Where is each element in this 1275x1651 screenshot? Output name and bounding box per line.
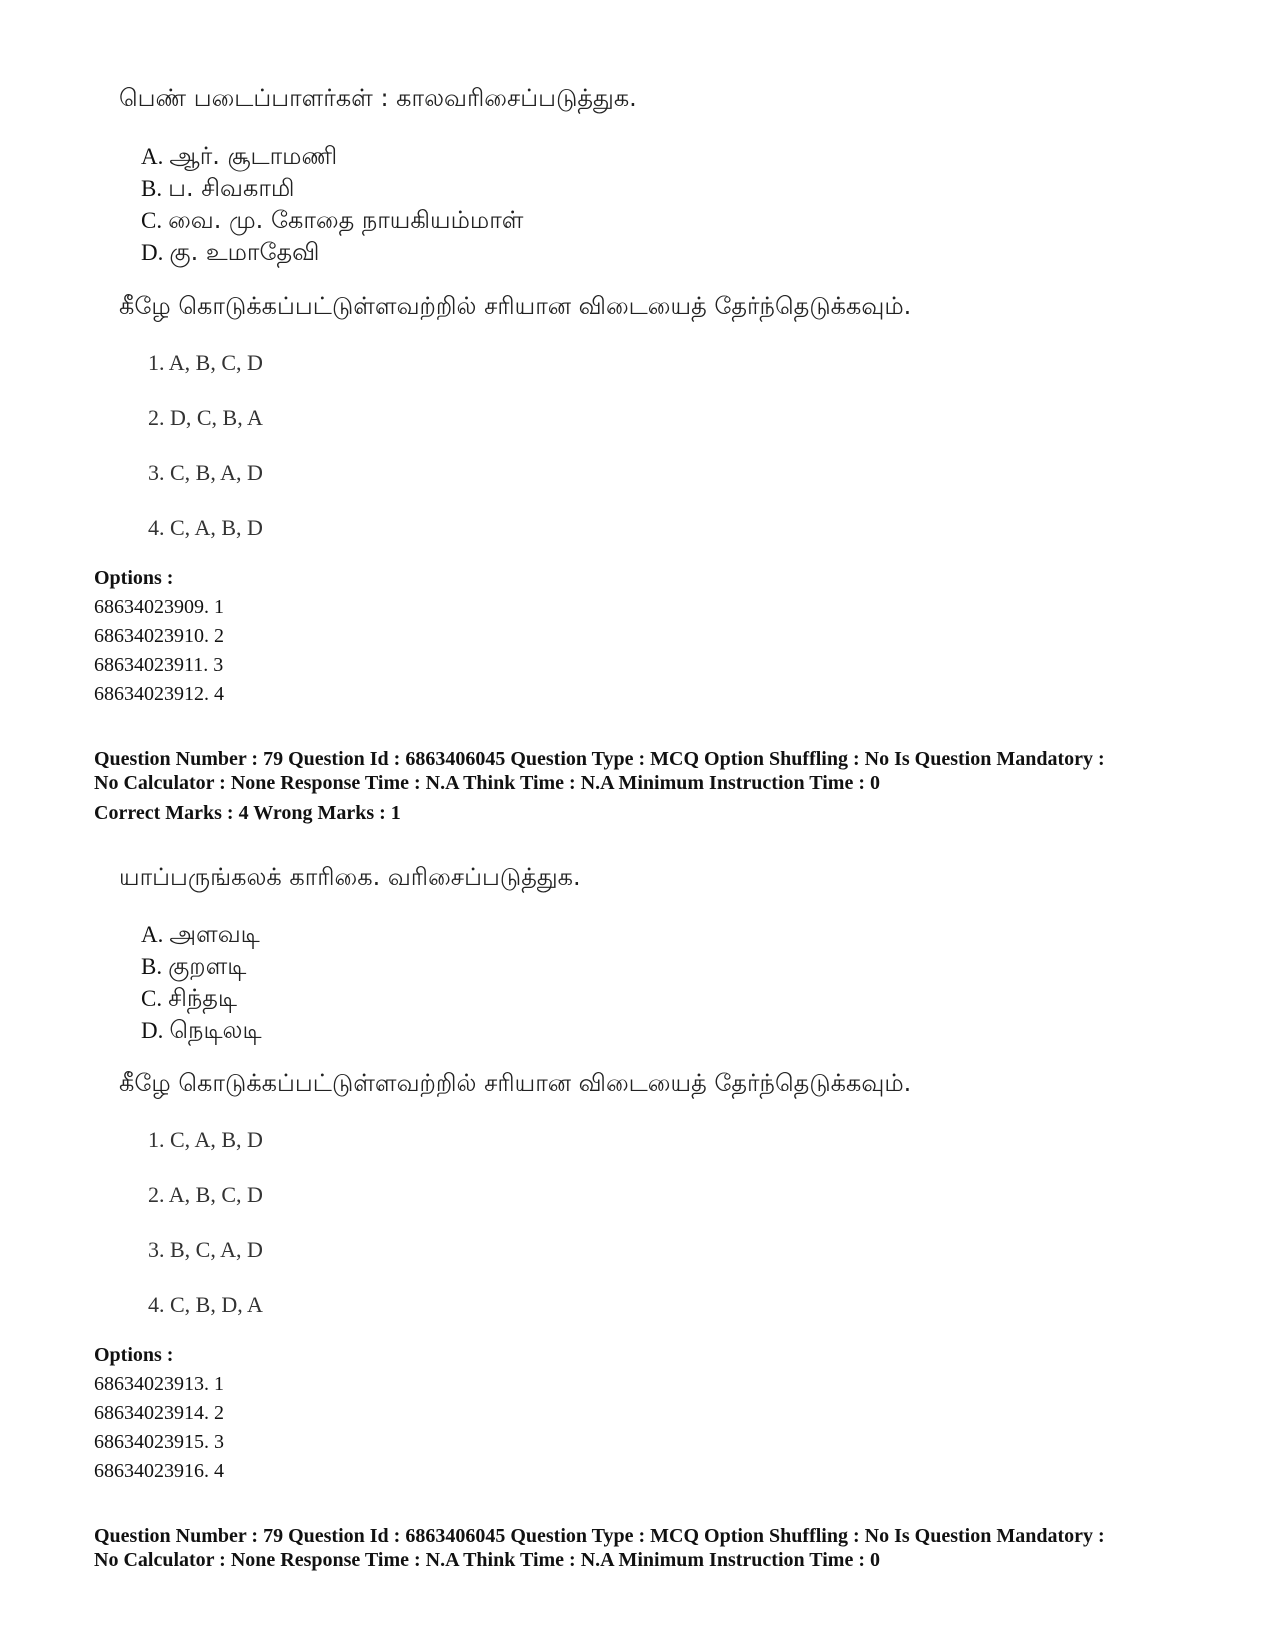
- answer-choice: 3. C, B, A, D: [148, 460, 263, 485]
- question-meta: [94, 747, 1234, 795]
- options-list: [94, 1373, 224, 1489]
- question-meta: [94, 1524, 1234, 1572]
- marks-info: Correct Marks : 4 Wrong Marks : 1: [94, 802, 401, 824]
- answer-choice: 2. D, C, B, A: [148, 405, 263, 430]
- item-letter: A.: [141, 144, 164, 169]
- question-meta-line: No Calculator : None Response Time : N.A Think Time : N.A Minimum Instruction Time : 0: [94, 1549, 880, 1571]
- list-item: [141, 918, 262, 950]
- answer-choices: [148, 352, 263, 572]
- list-item: [141, 950, 262, 982]
- item-text: கு. உமாதேவி: [169, 238, 320, 266]
- list-item: [141, 236, 523, 268]
- question-meta-line: No Calculator : None Response Time : N.A Think Time : N.A Minimum Instruction Time : 0: [94, 772, 880, 794]
- answer-choice: 1. A, B, C, D: [148, 350, 263, 375]
- answer-choice: 1. C, A, B, D: [148, 1127, 263, 1152]
- question-meta-line: Question Number : 79 Question Id : 6863406045 Question Type : MCQ Option Shuffling : No Is Question Mandatory :: [94, 1525, 1105, 1547]
- list-item: [141, 140, 523, 172]
- item-text: ப. சிவகாமி: [168, 174, 295, 202]
- item-list: [141, 918, 262, 1046]
- list-item: [141, 982, 262, 1014]
- list-item: [141, 204, 523, 236]
- item-list: [141, 140, 523, 268]
- option-item: 68634023912. 4: [94, 683, 224, 705]
- answer-choice: 3. B, C, A, D: [148, 1237, 263, 1262]
- option-item: 68634023911. 3: [94, 654, 224, 676]
- option-item: 68634023913. 1: [94, 1373, 224, 1395]
- item-text: குறளடி: [168, 952, 247, 980]
- option-item: 68634023915. 3: [94, 1431, 224, 1453]
- item-letter: D.: [141, 1018, 164, 1043]
- item-text: நெடிலடி: [169, 1016, 262, 1044]
- item-letter: B.: [141, 954, 163, 979]
- answer-choice: 4. C, A, B, D: [148, 515, 263, 540]
- list-item: [141, 1014, 262, 1046]
- answer-choices: [148, 1129, 263, 1349]
- options-list: [94, 596, 224, 712]
- option-item: 68634023916. 4: [94, 1460, 224, 1482]
- item-letter: B.: [141, 176, 163, 201]
- item-letter: D.: [141, 240, 164, 265]
- instruction-text: கீழே கொடுக்கப்பட்டுள்ளவற்றில் சரியான விடையைத் தேர்ந்தெடுக்கவும்.: [119, 1069, 912, 1097]
- item-letter: C.: [141, 986, 163, 1011]
- answer-choice: 2. A, B, C, D: [148, 1182, 263, 1207]
- question-meta-line: Question Number : 79 Question Id : 6863406045 Question Type : MCQ Option Shuffling : No Is Question Mandatory :: [94, 748, 1105, 770]
- answer-choice: 4. C, B, D, A: [148, 1292, 263, 1317]
- instruction-text: கீழே கொடுக்கப்பட்டுள்ளவற்றில் சரியான விடையைத் தேர்ந்தெடுக்கவும்.: [119, 292, 912, 320]
- item-letter: C.: [141, 208, 163, 233]
- question-title: பெண் படைப்பாளர்கள் : காலவரிசைப்படுத்துக.: [119, 84, 637, 112]
- option-item: 68634023914. 2: [94, 1402, 224, 1424]
- item-text: வை. மு. கோதை நாயகியம்மாள்: [168, 206, 524, 234]
- question-title: யாப்பருங்கலக் காரிகை. வரிசைப்படுத்துக.: [119, 863, 581, 891]
- options-heading: Options :: [94, 1344, 174, 1366]
- list-item: [141, 172, 523, 204]
- item-text: சிந்தடி: [168, 984, 238, 1012]
- option-item: 68634023910. 2: [94, 625, 224, 647]
- option-item: 68634023909. 1: [94, 596, 224, 618]
- item-letter: A.: [141, 922, 164, 947]
- item-text: ஆர். சூடாமணி: [169, 142, 338, 170]
- options-heading: Options :: [94, 567, 174, 589]
- item-text: அளவடி: [169, 920, 260, 948]
